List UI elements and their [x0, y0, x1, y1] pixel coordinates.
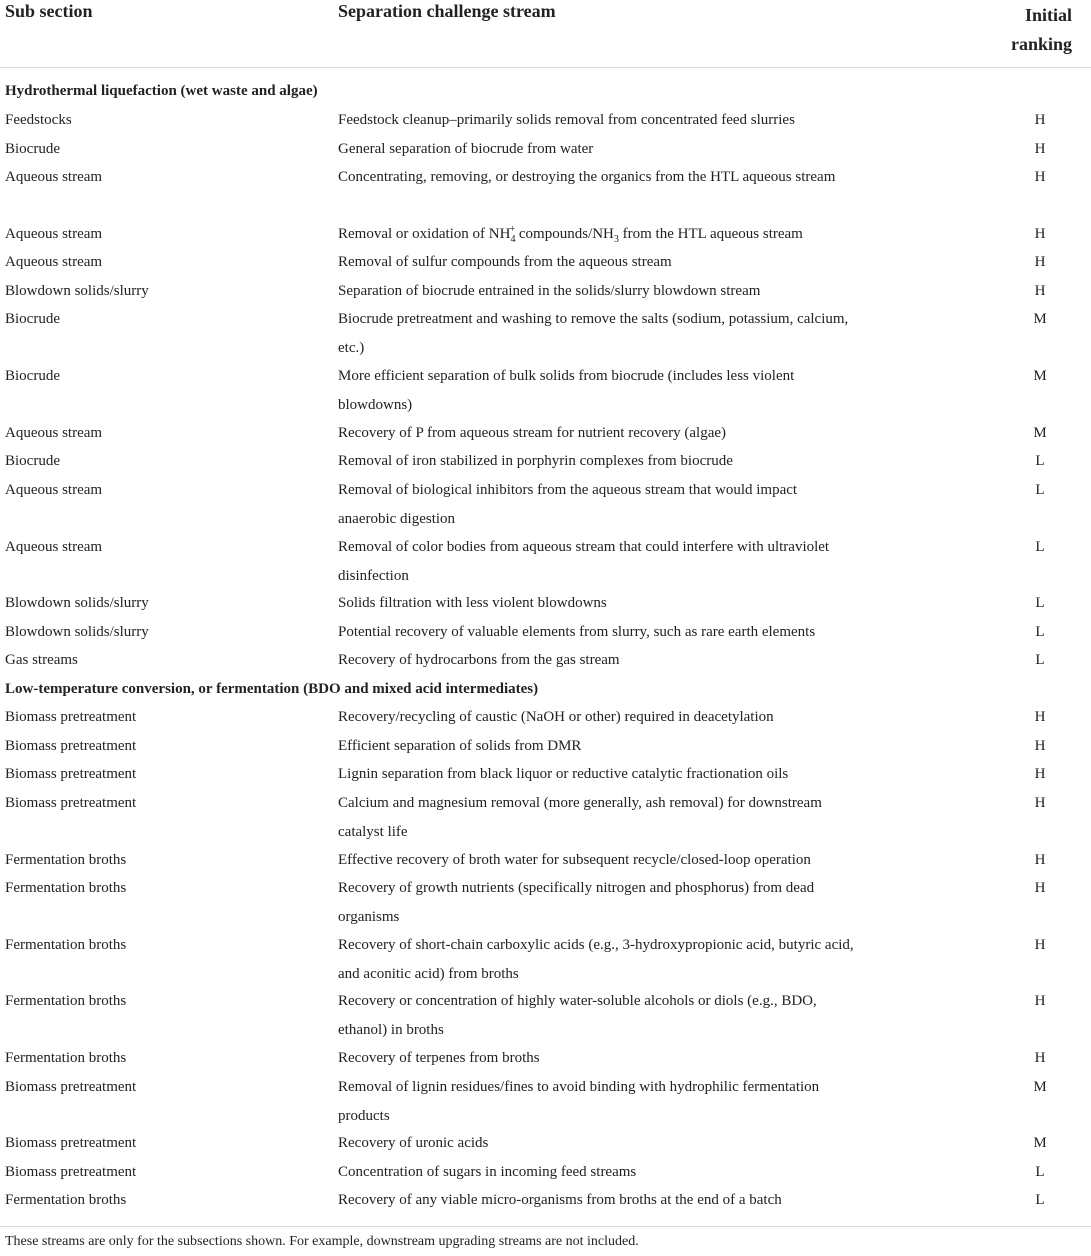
cell-stream: Removal of iron stabilized in porphyrin complexes from biocrude — [338, 453, 733, 469]
cell-stream: Recovery of growth nutrients (specifically nitrogen and phosphorus) from dead organisms — [338, 880, 815, 925]
table-footnote: These streams are only for the subsections shown. For example, downstream upgrading streams are not included. — [5, 1234, 639, 1249]
cell-sub-section: Fermentation broths — [5, 880, 127, 896]
cell-sub-section: Biomass pretreatment — [5, 709, 137, 725]
ammonia-subscript: 3 — [613, 234, 619, 245]
cell-stream: Feedstock cleanup–primarily solids removal from concentrated feed slurries — [338, 112, 795, 128]
cell-rank: M — [1033, 368, 1047, 384]
cell-sub-section: Gas streams — [5, 652, 78, 668]
cell-stream: Recovery of any viable micro-organisms from broths at the end of a batch — [338, 1192, 782, 1208]
cell-sub-section: Biomass pretreatment — [5, 1135, 137, 1151]
cell-rank: L — [1035, 595, 1045, 611]
cell-stream: Separation of biocrude entrained in the solids/slurry blowdown stream — [338, 283, 761, 299]
ammonium-subscript: 4 — [510, 234, 516, 245]
cell-stream: Efficient separation of solids from DMR — [338, 738, 582, 754]
cell-rank: H — [1034, 141, 1046, 157]
cell-stream: Recovery or concentration of highly water-soluble alcohols or diols (e.g., BDO, ethanol) in broths — [338, 993, 817, 1038]
cell-sub-section: Fermentation broths — [5, 1050, 127, 1066]
header-rank-line2: ranking — [1010, 34, 1072, 54]
cell-rank: H — [1034, 766, 1046, 782]
cell-rank: H — [1034, 283, 1046, 299]
cell-stream: Removal of color bodies from aqueous stream that could interfere with ultraviolet disinfection — [338, 539, 830, 584]
cell-rank: M — [1033, 1079, 1047, 1095]
cell-stream: Removal of sulfur compounds from the aqueous stream — [338, 254, 672, 270]
cell-stream: Removal of biological inhibitors from the aqueous stream that would impact anaerobic digestion — [338, 482, 798, 527]
cell-stream: Calcium and magnesium removal (more generally, ash removal) for downstream catalyst life — [338, 795, 822, 840]
cell-sub-section: Biomass pretreatment — [5, 738, 137, 754]
cell-rank: H — [1034, 795, 1046, 811]
ammonium-superscript: + — [509, 224, 516, 235]
cell-rank: H — [1034, 880, 1046, 896]
header-separation-stream: Separation challenge stream — [338, 1, 556, 21]
header-rank-line1: Initial — [1024, 5, 1072, 25]
cell-sub-section: Aqueous stream — [5, 226, 103, 242]
cell-rank: L — [1035, 652, 1045, 668]
cell-stream: Effective recovery of broth water for subsequent recycle/closed-loop operation — [338, 852, 811, 868]
cell-stream: Concentration of sugars in incoming feed streams — [338, 1164, 637, 1180]
stream-text-mid: compounds/NH — [515, 226, 614, 242]
section-title: Hydrothermal liquefaction (wet waste and algae) — [5, 83, 318, 99]
cell-sub-section: Fermentation broths — [5, 1192, 127, 1208]
cell-stream: Recovery of short-chain carboxylic acids (e.g., 3-hydroxypropionic acid, butyric acid, and aconitic acid) from broths — [338, 937, 854, 982]
cell-sub-section: Biocrude — [5, 453, 60, 469]
cell-rank: H — [1034, 709, 1046, 725]
cell-sub-section: Aqueous stream — [5, 254, 103, 270]
cell-stream: Recovery of terpenes from broths — [338, 1050, 540, 1066]
cell-sub-section: Fermentation broths — [5, 937, 127, 953]
cell-sub-section: Biocrude — [5, 368, 60, 384]
cell-rank: H — [1034, 226, 1046, 242]
cell-rank: M — [1033, 311, 1047, 327]
table-header — [0, 0, 1091, 68]
cell-rank: L — [1035, 539, 1045, 555]
cell-rank: H — [1034, 738, 1046, 754]
cell-sub-section: Biomass pretreatment — [5, 795, 137, 811]
cell-rank: M — [1033, 425, 1047, 441]
cell-stream: Recovery of uronic acids — [338, 1135, 489, 1151]
cell-rank: L — [1035, 1164, 1045, 1180]
cell-stream: Concentrating, removing, or destroying the organics from the HTL aqueous stream — [338, 169, 836, 185]
section-title: Low-temperature conversion, or fermentation (BDO and mixed acid intermediates) — [5, 681, 539, 697]
stream-text-post: from the HTL aqueous stream — [618, 226, 803, 242]
cell-stream: Lignin separation from black liquor or reductive catalytic fractionation oils — [338, 766, 789, 782]
cell-sub-section: Fermentation broths — [5, 993, 127, 1009]
cell-sub-section: Biomass pretreatment — [5, 766, 137, 782]
cell-sub-section: Blowdown solids/slurry — [5, 595, 149, 611]
cell-stream: Recovery of P from aqueous stream for nutrient recovery (algae) — [338, 425, 727, 441]
cell-sub-section: Biocrude — [5, 311, 60, 327]
cell-sub-section: Biomass pretreatment — [5, 1079, 137, 1095]
cell-sub-section: Aqueous stream — [5, 425, 103, 441]
cell-rank: H — [1034, 254, 1046, 270]
cell-stream: Potential recovery of valuable elements from slurry, such as rare earth elements — [338, 624, 816, 640]
cell-rank: H — [1034, 993, 1046, 1009]
cell-stream: Recovery/recycling of caustic (NaOH or other) required in deacetylation — [338, 709, 774, 725]
cell-stream: More efficient separation of bulk solids from biocrude (includes less violent blowdowns) — [338, 368, 795, 413]
cell-sub-section: Blowdown solids/slurry — [5, 624, 149, 640]
cell-rank: H — [1034, 1050, 1046, 1066]
cell-stream: Solids filtration with less violent blowdowns — [338, 595, 607, 611]
cell-rank: M — [1033, 1135, 1047, 1151]
cell-stream: Removal of lignin residues/fines to avoid binding with hydrophilic fermentation products — [338, 1079, 820, 1124]
cell-rank: L — [1035, 1192, 1045, 1208]
cell-sub-section: Aqueous stream — [5, 539, 103, 555]
table-bottom-rule — [0, 1226, 1091, 1227]
cell-sub-section: Biocrude — [5, 141, 60, 157]
cell-rank: H — [1034, 169, 1046, 185]
header-sub-section: Sub section — [5, 1, 93, 21]
cell-rank: L — [1035, 624, 1045, 640]
cell-sub-section: Aqueous stream — [5, 482, 103, 498]
cell-sub-section: Fermentation broths — [5, 852, 127, 868]
cell-stream: Biocrude pretreatment and washing to remove the salts (sodium, potassium, calcium, etc.) — [338, 311, 849, 356]
stream-text-pre: Removal or oxidation of NH — [338, 226, 511, 242]
cell-stream: General separation of biocrude from water — [338, 141, 594, 157]
cell-sub-section: Blowdown solids/slurry — [5, 283, 149, 299]
cell-rank: H — [1034, 112, 1046, 128]
cell-sub-section: Biomass pretreatment — [5, 1164, 137, 1180]
cell-rank: H — [1034, 852, 1046, 868]
cell-rank: L — [1035, 482, 1045, 498]
header-initial-ranking — [1011, 1, 1072, 59]
cell-stream: Recovery of hydrocarbons from the gas stream — [338, 652, 620, 668]
cell-sub-section: Feedstocks — [5, 112, 72, 128]
cell-rank: H — [1034, 937, 1046, 953]
cell-stream — [338, 220, 858, 249]
cell-sub-section: Aqueous stream — [5, 169, 103, 185]
cell-rank: L — [1035, 453, 1045, 469]
